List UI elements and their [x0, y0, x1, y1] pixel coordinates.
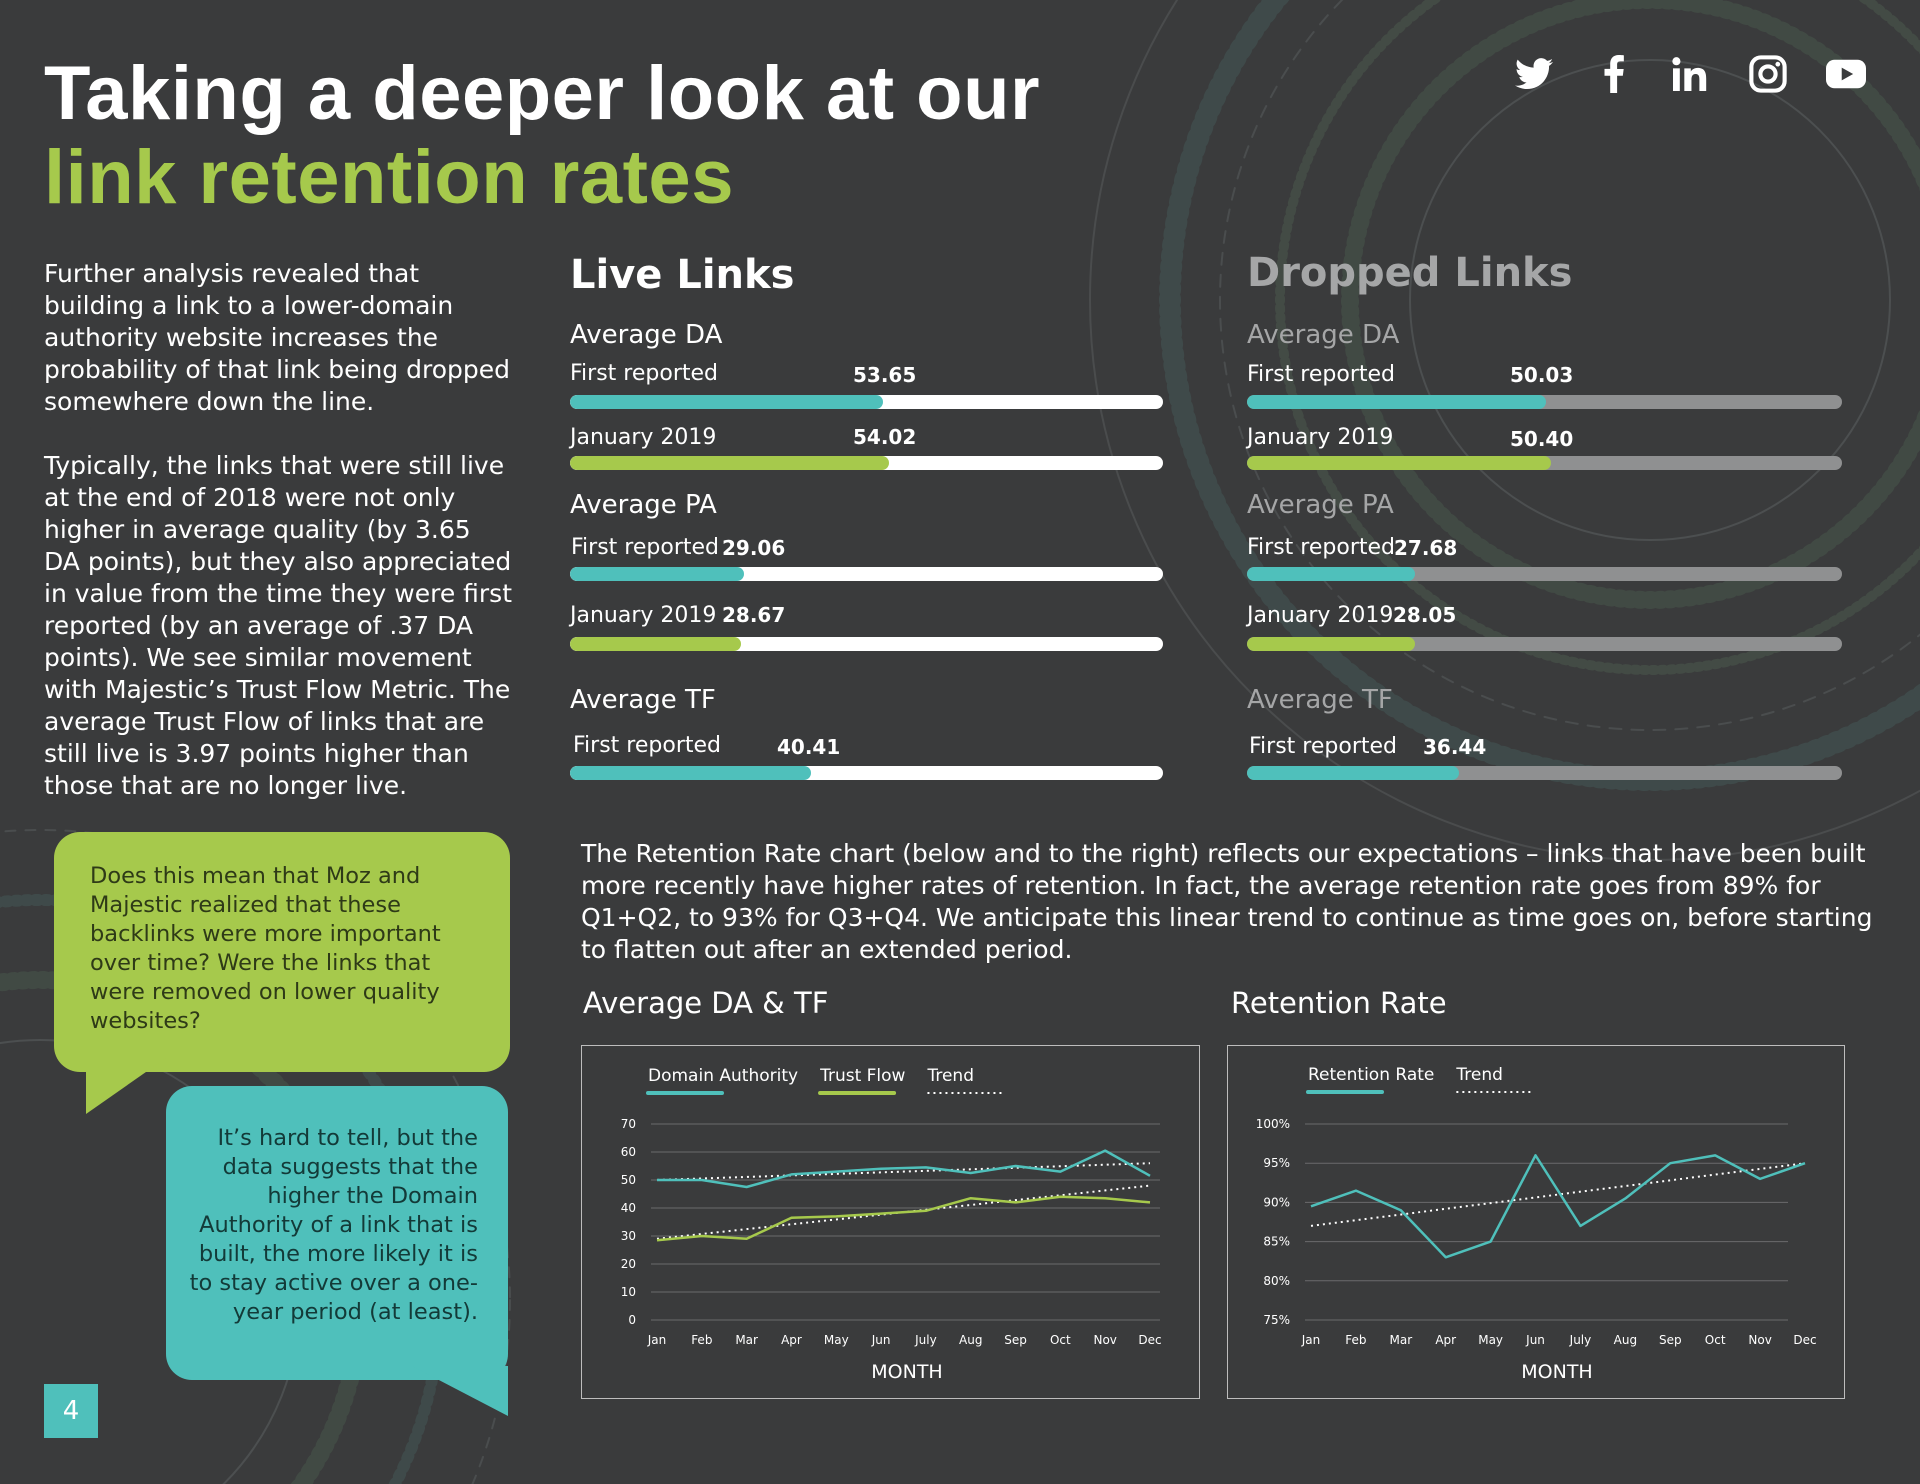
x-tick-label: Nov [1748, 1333, 1772, 1347]
dropped-pa-first-value: 27.68 [1394, 536, 1458, 560]
dropped-pa-title: Average PA [1247, 490, 1394, 520]
x-tick-label: Feb [1345, 1333, 1367, 1347]
live-pa-jan-label: January 2019 [570, 603, 717, 628]
live-pa-title: Average PA [570, 490, 717, 520]
x-tick-label: Mar [1389, 1333, 1413, 1347]
dropped-da-jan-label: January 2019 [1247, 425, 1394, 450]
title-line-1: Taking a deeper look at our [44, 51, 1041, 136]
x-tick-label: Sep [1004, 1333, 1027, 1347]
question-text: Does this mean that Moz and Majestic realized that these backlinks were more important over time? Were the links that were removed on lower quality websites? [90, 863, 441, 1034]
y-tick-label: 85% [1263, 1234, 1290, 1249]
dropped-da-first-bar [1247, 395, 1842, 409]
twitter-icon[interactable] [1512, 52, 1556, 96]
live-da-first-bar [570, 395, 1163, 409]
live-tf-title: Average TF [570, 685, 716, 715]
live-da-title: Average DA [570, 320, 723, 350]
retention-paragraph: The Retention Rate chart (below and to the right) reflects our expectations – links that have been built more recently have higher rates of retention. In fact, the average retention rate goes from 89% for Q1+Q2, to 93% for Q3+Q4. We anticipate this linear trend to continue as time goes on, before starting to flatten out after an extended period. [581, 839, 1873, 964]
dropped-da-first-value: 50.03 [1510, 363, 1574, 387]
live-da-jan-bar [570, 456, 1163, 470]
live-pa-first-label: First reported [571, 535, 719, 560]
bar-fill [1247, 766, 1459, 780]
chart-title-retention: Retention Rate [1231, 986, 1447, 1020]
bar-fill [1247, 637, 1415, 651]
answer-bubble [166, 1086, 508, 1380]
chart-da-tf [581, 1045, 1200, 1399]
chart-retention [1227, 1045, 1845, 1399]
series-line [657, 1197, 1150, 1240]
live-tf-first-bar [570, 766, 1163, 780]
bar-fill [1247, 567, 1415, 581]
trend-line [657, 1163, 1150, 1180]
live-pa-jan-bar [570, 637, 1163, 651]
y-tick-label: 70 [620, 1117, 636, 1131]
dropped-links-title: Dropped Links [1247, 250, 1573, 296]
live-da-jan-value: 54.02 [853, 425, 917, 449]
live-links-title: Live Links [570, 252, 795, 298]
live-da-jan-label: January 2019 [570, 425, 717, 450]
live-tf-first-label: First reported [573, 733, 721, 758]
x-tick-label: Dec [1793, 1333, 1817, 1347]
y-tick-label: 50 [620, 1173, 636, 1187]
question-bubble [54, 832, 510, 1072]
legend-label: Retention Rate [1308, 1065, 1435, 1085]
dropped-tf-first-label: First reported [1249, 734, 1397, 759]
y-tick-label: 20 [620, 1257, 636, 1271]
bar-fill [1247, 456, 1551, 470]
y-tick-label: 40 [620, 1201, 636, 1215]
x-tick-label: July [1569, 1333, 1592, 1347]
x-tick-label: Jan [1301, 1333, 1321, 1347]
dropped-da-first-label: First reported [1247, 362, 1395, 387]
x-tick-label: Oct [1704, 1333, 1726, 1347]
live-da-first-value: 53.65 [853, 363, 917, 387]
dropped-tf-first-bar [1247, 766, 1842, 780]
dropped-tf-first-value: 36.44 [1423, 735, 1487, 759]
x-tick-label: Jun [1526, 1333, 1545, 1347]
series-line [657, 1151, 1150, 1187]
bar-fill [1247, 395, 1546, 409]
y-tick-label: 100% [1255, 1117, 1290, 1131]
bar-fill [570, 567, 744, 581]
legend-label-trend: Trend [927, 1066, 974, 1086]
x-tick-label: Jun [871, 1333, 891, 1347]
x-tick-label: Sep [1658, 1333, 1682, 1347]
dropped-pa-jan-bar [1247, 637, 1842, 651]
live-pa-first-value: 29.06 [722, 536, 786, 560]
bar-fill [570, 456, 889, 470]
bar-fill [570, 766, 811, 780]
bubble-tail [412, 1366, 508, 1416]
intro-paragraph-1: Further analysis revealed that building a link to a lower-domain authority website increases the probability of that link being dropped somewhere down the line. [44, 259, 510, 416]
bar-fill [570, 637, 741, 651]
dropped-da-jan-value: 50.40 [1510, 427, 1574, 451]
y-tick-label: 60 [620, 1145, 636, 1159]
x-tick-label: July [915, 1333, 937, 1347]
linkedin-icon[interactable] [1668, 52, 1712, 96]
instagram-icon[interactable] [1746, 52, 1790, 96]
dropped-pa-jan-label: January 2019 [1247, 603, 1394, 628]
page-number: 4 [44, 1384, 98, 1438]
x-tick-label: Aug [959, 1333, 983, 1347]
x-tick-label: Apr [781, 1333, 802, 1347]
bar-fill [570, 395, 883, 409]
legend-label: Domain Authority [648, 1066, 799, 1086]
x-tick-label: Jan [647, 1333, 667, 1347]
dropped-pa-first-label: First reported [1247, 535, 1395, 560]
x-tick-label: Aug [1613, 1333, 1638, 1347]
chart-title-da-tf: Average DA & TF [583, 986, 829, 1020]
x-tick-label: Nov [1093, 1333, 1117, 1347]
facebook-icon[interactable] [1592, 52, 1636, 96]
y-tick-label: 80% [1263, 1273, 1290, 1288]
x-tick-label: Apr [1435, 1333, 1457, 1347]
bubble-tail [86, 1058, 166, 1114]
x-axis-label: MONTH [1521, 1361, 1593, 1383]
live-tf-first-value: 40.41 [777, 735, 841, 759]
page-title [44, 52, 1040, 220]
x-tick-label: May [823, 1333, 849, 1347]
live-da-first-label: First reported [570, 361, 718, 386]
x-tick-label: Mar [735, 1333, 758, 1347]
dropped-pa-first-bar [1247, 567, 1842, 581]
y-tick-label: 90% [1263, 1195, 1290, 1210]
answer-text: It’s hard to tell, but the data suggests that the higher the Domain Authority of a link that is built, the more likely it is to stay active over a one-year period (at least). [189, 1125, 478, 1325]
dropped-da-title: Average DA [1247, 320, 1400, 350]
chart-da-tf-svg [582, 1046, 1199, 1398]
chart-retention-svg [1228, 1046, 1844, 1398]
x-tick-label: Dec [1138, 1333, 1162, 1347]
title-line-2: link retention rates [44, 135, 734, 220]
x-tick-label: May [1478, 1333, 1504, 1347]
y-tick-label: 75% [1263, 1313, 1290, 1327]
y-tick-label: 10 [620, 1285, 636, 1299]
dropped-da-jan-bar [1247, 456, 1842, 470]
legend-label: Trust Flow [820, 1066, 906, 1086]
live-pa-jan-value: 28.67 [722, 603, 786, 627]
x-axis-label: MONTH [871, 1361, 943, 1383]
live-pa-first-bar [570, 567, 1163, 581]
x-tick-label: Feb [691, 1333, 713, 1347]
youtube-icon[interactable] [1824, 52, 1868, 96]
legend-label-trend: Trend [1456, 1065, 1503, 1085]
intro-text [44, 258, 514, 834]
y-tick-label: 0 [628, 1313, 636, 1327]
dropped-tf-title: Average TF [1247, 685, 1393, 715]
trend-line [1311, 1163, 1805, 1226]
x-tick-label: Oct [1049, 1333, 1071, 1347]
y-tick-label: 95% [1263, 1156, 1290, 1171]
dropped-pa-jan-value: 28.05 [1393, 603, 1457, 627]
intro-paragraph-2: Typically, the links that were still live at the end of 2018 were not only higher in average quality (by 3.65 DA points), but they also appreciated in value from the time they were first reported (by an average of .37 DA points). We see similar movement with Majestic’s Trust Flow Metric. The average Trust Flow of links that are still live is 3.97 points higher than those that are no longer live. [44, 451, 513, 800]
y-tick-label: 30 [620, 1229, 636, 1243]
